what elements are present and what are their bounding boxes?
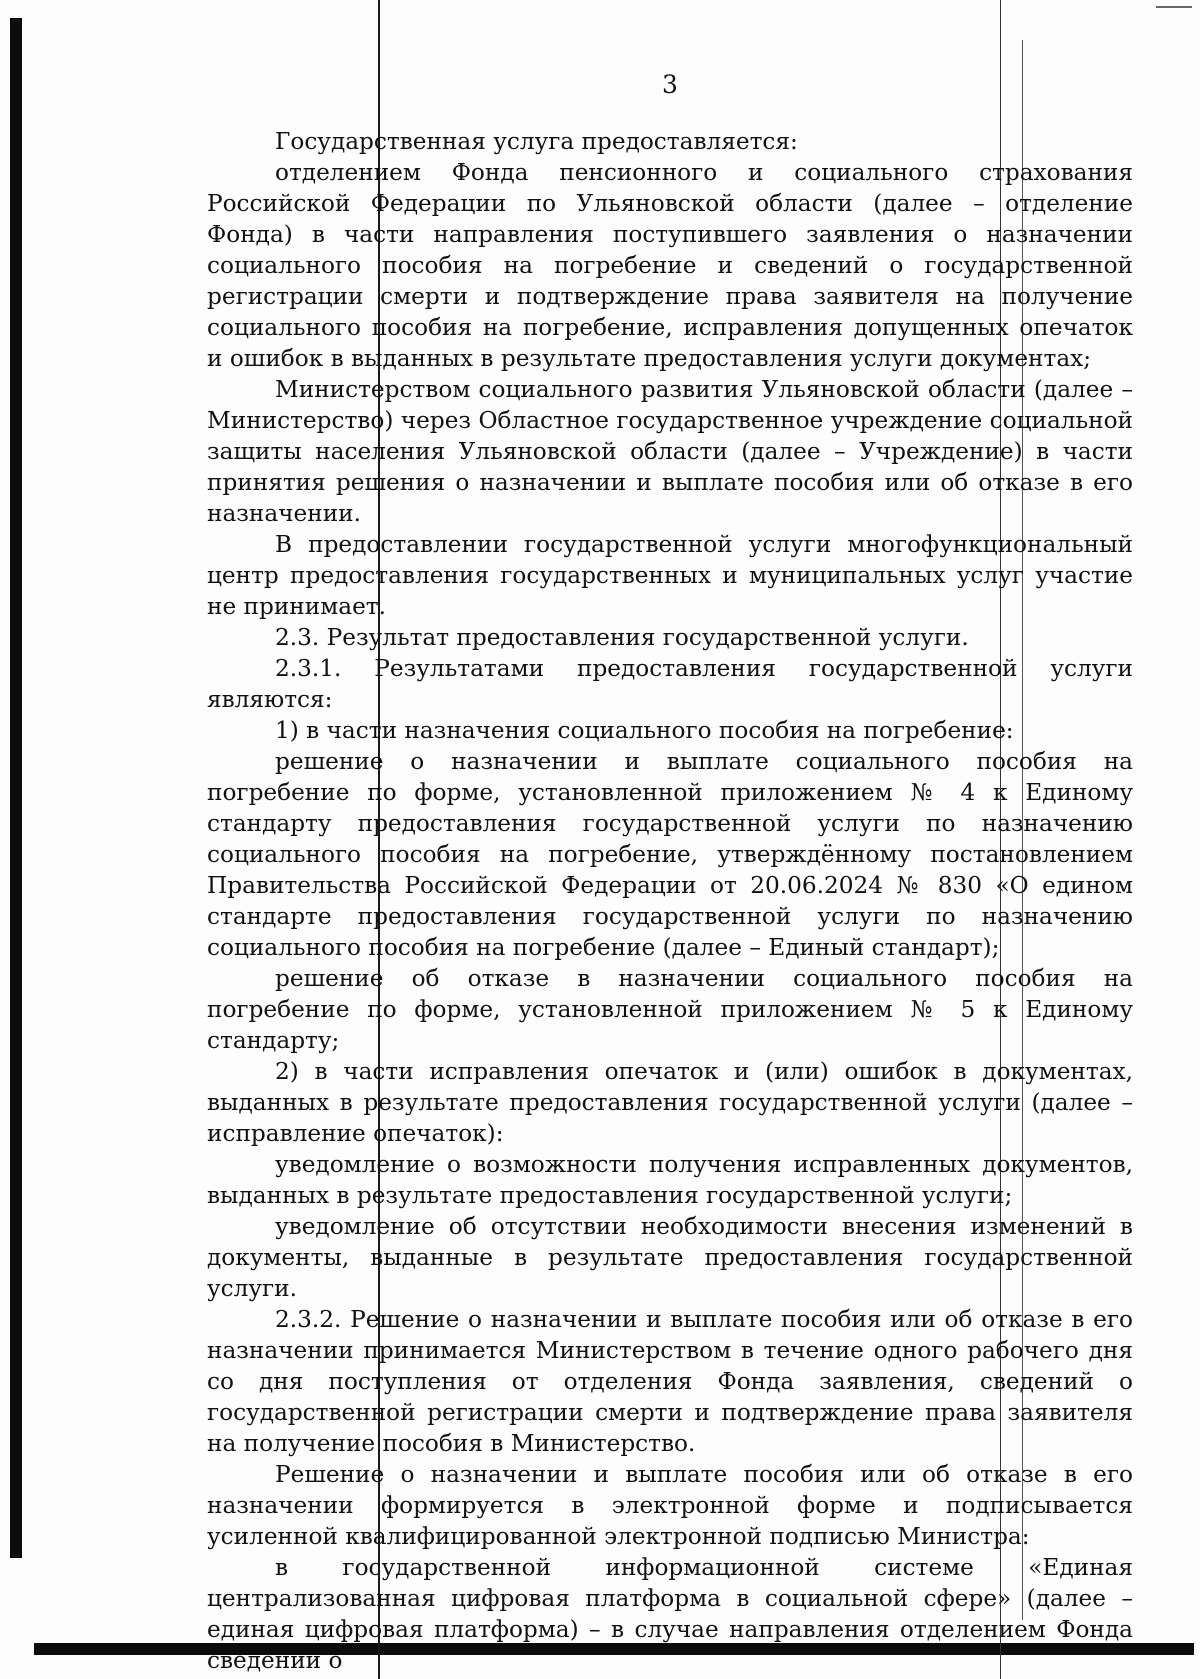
paragraph: Решение о назначении и выплате пособия или об отказе в его назначении формируется в электронной форме и подписывается усиленной квалифицированной электронной подписью Министра: <box>207 1461 1133 1550</box>
document-body <box>207 126 1133 1676</box>
section-heading: 2.3. Результат предоставления государственной услуги. <box>275 624 969 651</box>
paragraph: отделением Фонда пенсионного и социального страхования Российской Федерации по Ульяновской области (далее – отделение Фонда) в части направления поступившего заявления о назначении социального пособия на погребение и сведений о государственной регистрации смерти и подтверждение права заявителя на получение социального пособия на погребение, исправления допущенных опечаток и ошибок в выданных в результате предоставления услуги документах; <box>207 159 1133 372</box>
paragraph: решение о назначении и выплате социального пособия на погребение по форме, установленной приложением № 4 к Единому стандарту предоставления государственной услуги по назначению социального пособия на погребение, утверждённому постановлением Правительства Российской Федерации от 20.06.2024 № 830 «О едином стандарте предоставления государственной услуги по назначению социального пособия на погребение (далее – Единый стандарт); <box>207 748 1133 961</box>
paragraph: уведомление о возможности получения исправленных документов, выданных в результате предоставления государственной услуги; <box>207 1151 1133 1209</box>
paragraph: уведомление об отсутствии необходимости внесения изменений в документы, выданные в результате предоставления государственной услуги. <box>207 1213 1133 1302</box>
scan-border-left <box>10 18 22 1558</box>
paragraph: В предоставлении государственной услуги многофункциональный центр предоставления государственных и муниципальных услуг участие не принимает. <box>207 531 1133 620</box>
paragraph: в государственной информационной системе «Единая централизованная цифровая платформа в социальной сфере» (далее – единая цифровая платформа) – в случае направления отделением Фонда сведений о <box>207 1554 1133 1674</box>
scan-corner-mark <box>1156 6 1192 8</box>
list-item: 2) в части исправления опечаток и (или) ошибок в документах, выданных в результате предоставления государственной услуги (далее – исправление опечаток): <box>207 1058 1133 1147</box>
paragraph: Министерством социального развития Ульяновской области (далее – Министерство) через Областное государственное учреждение социальной защиты населения Ульяновской области (далее – Учреждение) в части принятия решения о назначении и выплате пособия или об отказе в его назначении. <box>207 376 1133 527</box>
paragraph: 2.3.2. Решение о назначении и выплате пособия или об отказе в его назначении принимается Министерством в течение одного рабочего дня со дня поступления от отделения Фонда заявления, сведений о государственной регистрации смерти и подтверждение права заявителя на получение пособия в Министерство. <box>207 1306 1133 1457</box>
paragraph: Государственная услуга предоставляется: <box>275 128 798 155</box>
paragraph: решение об отказе в назначении социального пособия на погребение по форме, установленной приложением № 5 к Единому стандарту; <box>207 965 1133 1054</box>
list-item: 1) в части назначения социального пособия на погребение: <box>275 717 1014 744</box>
paragraph: 2.3.1. Результатами предоставления государственной услуги являются: <box>207 655 1133 713</box>
page-number: 3 <box>662 70 678 99</box>
